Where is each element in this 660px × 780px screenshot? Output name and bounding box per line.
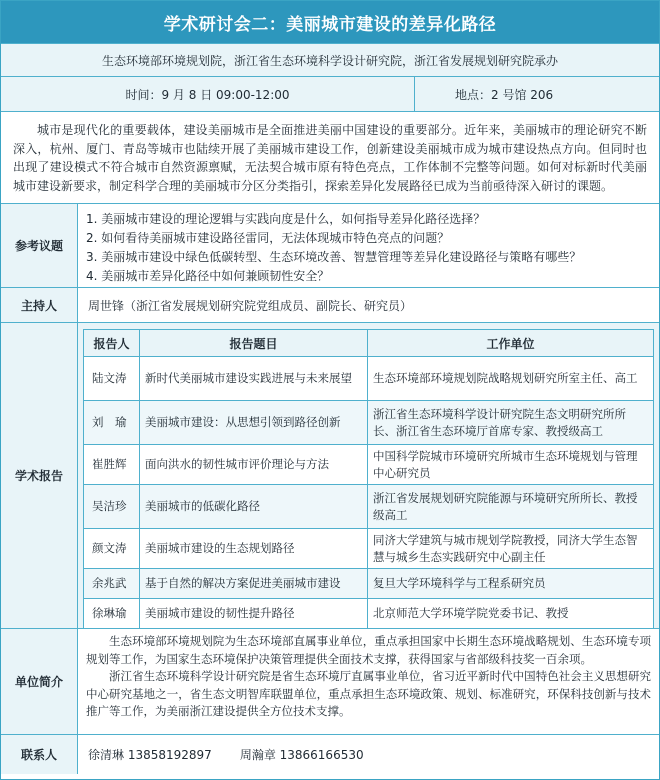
- contact-person: 周瀚章 13866166530: [239, 748, 364, 762]
- reports-section: [1, 322, 659, 628]
- speaker-unit: 生态环境部环境规划院战略规划研究所室主任、高工: [368, 357, 654, 401]
- speaker-name: 刘 瑜: [84, 401, 140, 445]
- unit-intro-paragraph: 浙江省生态环境科学设计研究院是省生态环境厅直属事业单位，省习近平新时代中国特色社会主义思想研究中心研究基地之一，省生态文明智库联盟单位，重点承担生态环境政策、规划、标准研究，环保科技创新与技术推广等工作，为美丽浙江建设提供全方位技术支撑。: [86, 669, 651, 718]
- time-place-row: [1, 76, 659, 111]
- speaker-name: 余兆武: [84, 569, 140, 599]
- table-row: [84, 599, 654, 629]
- topics-label: 参考议题: [1, 204, 78, 287]
- col-header-unit: 工作单位: [368, 330, 654, 357]
- host-section: [1, 287, 659, 322]
- report-topic: 基于自然的解决方案促进美丽城市建设: [140, 569, 368, 599]
- speaker-name: 陆文涛: [84, 357, 140, 401]
- topic-item: 1. 美丽城市建设的理论逻辑与实践向度是什么，如何指导差异化路径选择？: [86, 212, 486, 226]
- topics-list: [78, 204, 659, 287]
- units-label: 单位简介: [1, 629, 78, 734]
- speaker-name: 徐琳瑜: [84, 599, 140, 629]
- report-topic: 新时代美丽城市建设实践进展与未来展望: [140, 357, 368, 401]
- contact-person: 徐清琳 13858192897: [88, 748, 212, 762]
- table-row: [84, 445, 654, 485]
- speaker-unit: 北京师范大学环境学院党委书记、教授: [368, 599, 654, 629]
- unit-intro-paragraph: 生态环境部环境规划院为生态环境部直属事业单位，重点承担国家中长期生态环境战略规划、生态环境专项规划等工作，为国家生态环境保护决策管理提供全面技术支撑，获得国家与省部级科技奖一百余项。: [86, 634, 651, 666]
- table-row: [84, 357, 654, 401]
- topics-section: [1, 203, 659, 287]
- speaker-name: 崔胜辉: [84, 445, 140, 485]
- table-header-row: [84, 330, 654, 357]
- speaker-unit: 浙江省发展规划研究院能源与环境研究所所长、教授级高工: [368, 485, 654, 529]
- speaker-name: 吴洁珍: [84, 485, 140, 529]
- host-value: 周世锋（浙江省发展规划研究院党组成员、副院长、研究员）: [88, 298, 413, 313]
- speaker-unit: 中国科学院城市环境研究所城市生态环境规划与管理中心研究员: [368, 445, 654, 485]
- report-topic: 美丽城市建设的生态规划路径: [140, 529, 368, 569]
- contact-section: [1, 734, 659, 774]
- topic-item: 3. 美丽城市建设中绿色低碳转型、生态环境改善、智慧管理等差异化建设路径与策略有哪些？: [86, 250, 582, 264]
- speaker-unit: 浙江省生态环境科学设计研究院生态文明研究所所长、浙江省生态环境厅首席专家、教授级高工: [368, 401, 654, 445]
- speaker-name: 颜文涛: [84, 529, 140, 569]
- reports-table: [83, 329, 654, 629]
- table-row: [84, 485, 654, 529]
- event-time: 时间：9 月 8 日 09:00-12:00: [125, 87, 290, 102]
- host-label: 主持人: [1, 288, 78, 322]
- intro-paragraph: 城市是现代化的重要载体，建设美丽城市是全面推进美丽中国建设的重要部分。近年来，美丽城市的理论研究不断深入，杭州、厦门、青岛等城市也陆续开展了美丽城市建设工作，创新建设美丽城市成为城市建设热点方向。但同时也出现了建设模式不符合城市自然资源禀赋，无法契合城市原有特色亮点，工作体制不完整等问题。如何对标新时代美丽城市建设新要求，制定科学合理的美丽城市分区分类指引，探索差异化发展路径已成为当前亟待深入研讨的课题。: [1, 111, 659, 203]
- contact-label: 联系人: [1, 735, 78, 774]
- report-topic: 面向洪水的韧性城市评价理论与方法: [140, 445, 368, 485]
- table-row: [84, 569, 654, 599]
- event-place: 地点：2 号馆 206: [414, 77, 659, 111]
- speaker-unit: 同济大学建筑与城市规划学院教授，同济大学生态智慧与城乡生态实践研究中心副主任: [368, 529, 654, 569]
- col-header-speaker: 报告人: [84, 330, 140, 357]
- reports-label: 学术报告: [1, 323, 78, 628]
- report-topic: 美丽城市的低碳化路径: [140, 485, 368, 529]
- table-row: [84, 529, 654, 569]
- topic-item: 4. 美丽城市差异化路径中如何兼顾韧性安全？: [86, 269, 330, 283]
- col-header-topic: 报告题目: [140, 330, 368, 357]
- speaker-unit: 复旦大学环境科学与工程系研究员: [368, 569, 654, 599]
- topic-item: 2. 如何看待美丽城市建设路径雷同，无法体现城市特色亮点的问题？: [86, 231, 450, 245]
- organizers: 生态环境部环境规划院，浙江省生态环境科学设计研究院，浙江省发展规划研究院承办: [1, 43, 659, 76]
- table-row: [84, 401, 654, 445]
- units-section: [1, 628, 659, 734]
- report-topic: 美丽城市建设：从思想引领到路径创新: [140, 401, 368, 445]
- report-topic: 美丽城市建设的韧性提升路径: [140, 599, 368, 629]
- page-title: 学术研讨会二：美丽城市建设的差异化路径: [1, 1, 659, 43]
